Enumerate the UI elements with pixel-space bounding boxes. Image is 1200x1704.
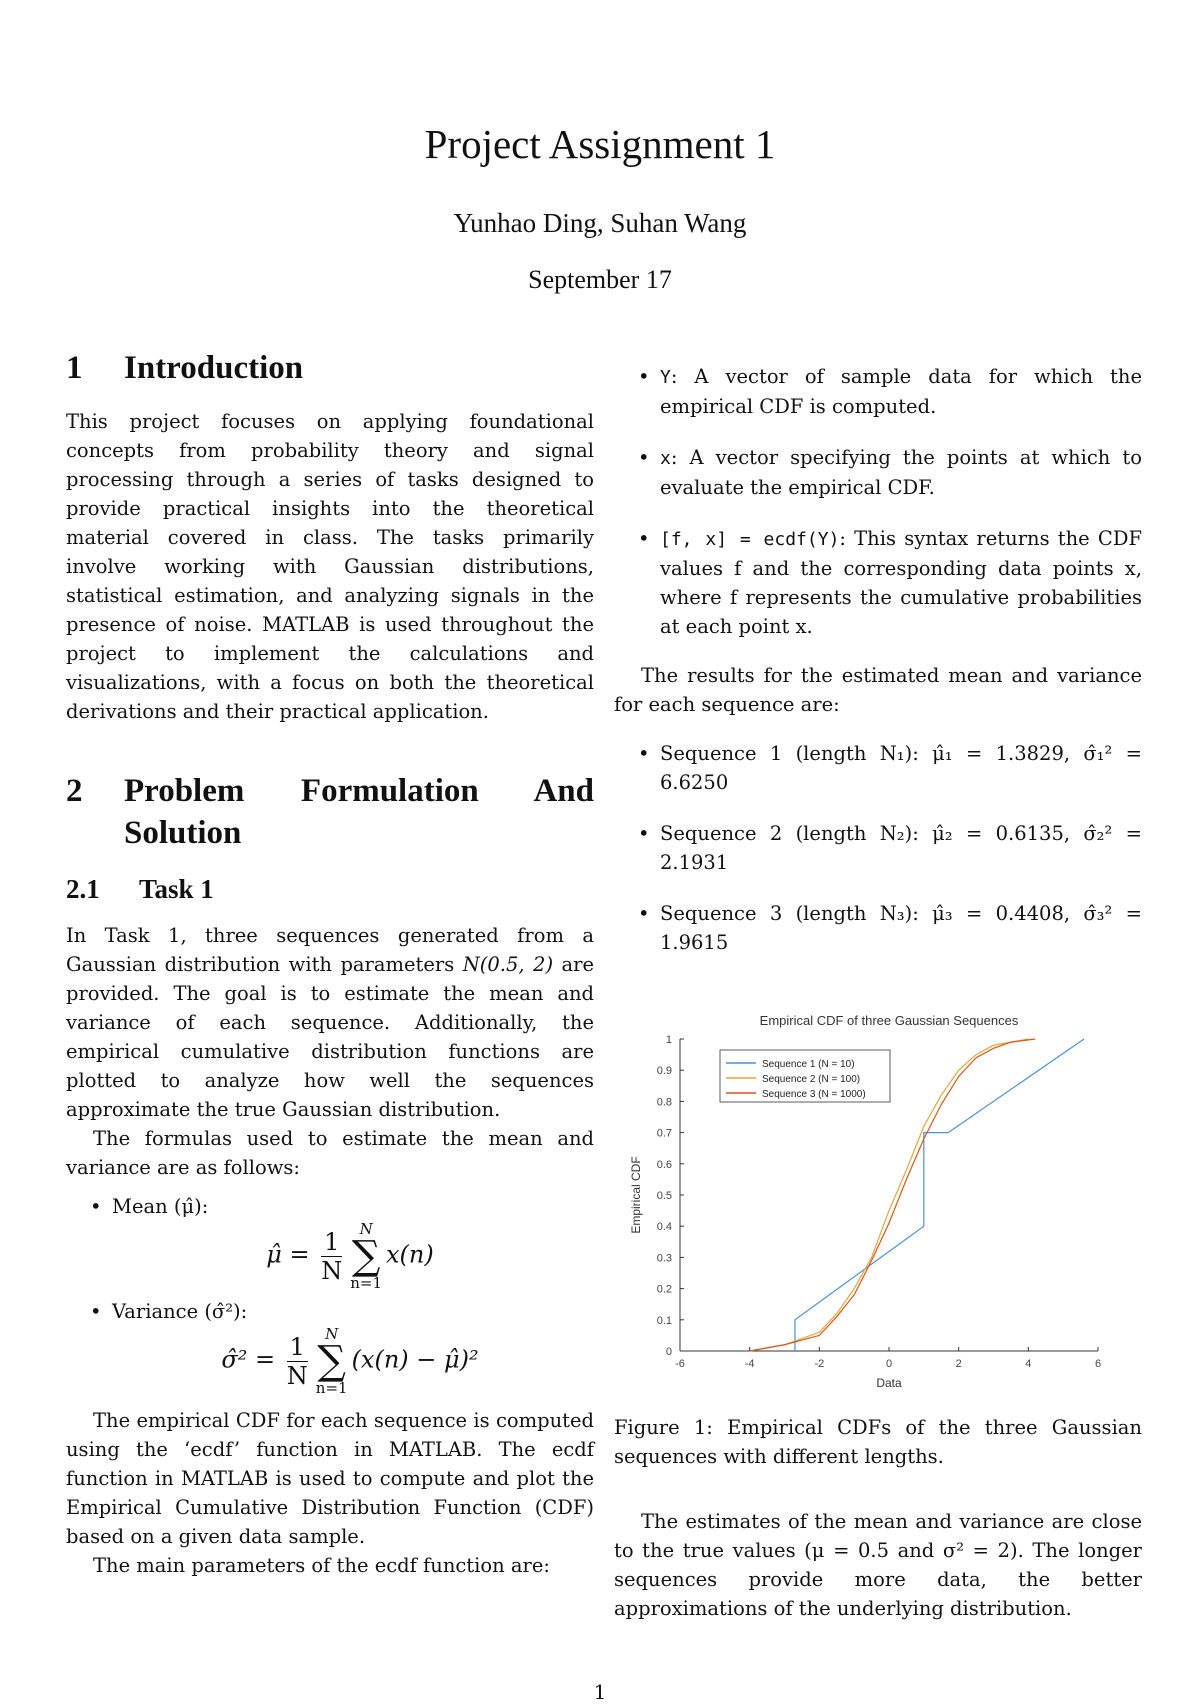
conclusion-paragraph: The estimates of the mean and variance are close to the true values (μ = 0.5 and σ² = 2). The longer sequences provide more data, the better approximations of the underlying distribution. <box>614 1510 1142 1620</box>
y-tick-label: 0.2 <box>656 1283 672 1296</box>
fraction <box>321 1228 342 1285</box>
task1-paragraph-2: The formulas used to estimate the mean and variance are as follows: <box>66 1127 594 1179</box>
text-run: are provided. The goal is to estimate the mean and variance of each sequence. Additionally, the empirical cumulative distribution functions are plotted to analyze how well the sequences approximate the true Gaussian distribution. <box>66 953 595 1121</box>
y-tick-label: 0.4 <box>656 1221 672 1234</box>
task1-paragraph-4: The main parameters of the ecdf function are: <box>93 1554 550 1577</box>
section-title: Introduction <box>124 350 304 386</box>
y-tick-label: 0.8 <box>656 1096 672 1109</box>
section-title: Problem Formulation And Solution <box>124 773 594 851</box>
x-tick-label: -4 <box>744 1358 755 1370</box>
param-code: Y <box>660 367 671 388</box>
y-tick-label: 0 <box>665 1346 672 1358</box>
y-tick-label: 0.7 <box>656 1127 672 1140</box>
formula-item-variance <box>66 1297 594 1326</box>
y-tick-label: 1 <box>665 1034 672 1046</box>
paper-title: Project Assignment 1 <box>424 121 776 167</box>
denominator: N <box>286 1361 308 1390</box>
variance-equation <box>106 1326 594 1396</box>
denominator: N <box>321 1256 343 1285</box>
intro-paragraph: This project focuses on applying foundational concepts from probability theory and signal processing through a series of tasks designed to provide practical insights into the theoretical material covered in class. The tasks primarily involve working with Gaussian distributions, statistical estimation, and analyzing signals in the presence of noise. MATLAB is used throughout the project to implement the calculations and visualizations, with a focus on both the theoretical derivations and their practical application. <box>66 410 594 723</box>
variance-label: Variance (σ̂²): <box>112 1300 248 1323</box>
mean-equation <box>106 1221 594 1291</box>
y-tick-label: 0.1 <box>656 1314 672 1327</box>
param-item <box>614 362 1142 421</box>
right-column <box>614 362 1142 1623</box>
result-item: • Sequence 2 (length N₂): μ̂₂ = 0.6135, σ̂₂² = 2.1931 <box>614 819 1142 877</box>
subsection-number: 2.1 <box>66 874 100 904</box>
param-code: [f, x] = ecdf(Y) <box>660 529 840 550</box>
chart-title: Empirical CDF of three Gaussian Sequences <box>759 1013 1019 1028</box>
results-intro: The results for the estimated mean and variance for each sequence are: <box>614 664 1142 716</box>
left-column <box>66 350 594 1580</box>
param-text: : This syntax returns the CDF values f and the corresponding data points x, where f represents the cumulative probabilities at each point x. <box>660 527 1143 638</box>
param-text: : A vector specifying the points at which to evaluate the empirical CDF. <box>660 446 1142 499</box>
numerator: 1 <box>324 1227 340 1256</box>
formula-item-mean <box>66 1192 594 1221</box>
numerator: 1 <box>289 1332 305 1361</box>
subsection-title: Task 1 <box>139 874 214 904</box>
param-item <box>614 443 1142 502</box>
eq-lhs: σ̂² = <box>221 1345 276 1374</box>
paper-date: September 17 <box>528 265 672 294</box>
section-heading-problem <box>66 770 594 854</box>
y-axis-label: Empirical CDF <box>629 1156 643 1234</box>
x-tick-label: 4 <box>1025 1358 1032 1370</box>
formula-list <box>66 1297 594 1326</box>
ecdf-parameter-list <box>614 362 1142 641</box>
sum-upper: N <box>325 1325 339 1343</box>
formula-list <box>66 1192 594 1221</box>
legend-entry: Sequence 3 (N = 1000) <box>762 1089 866 1100</box>
param-item <box>614 524 1142 641</box>
param-code: x <box>660 448 671 469</box>
legend-entry: Sequence 2 (N = 100) <box>762 1074 861 1085</box>
result-item: • Sequence 3 (length N₃): μ̂₃ = 0.4408, σ̂₃² = 1.9615 <box>614 899 1142 957</box>
y-tick-label: 0.5 <box>656 1190 672 1202</box>
empirical-cdf-chart <box>614 999 1142 1399</box>
summation <box>316 1326 348 1396</box>
task1-paragraph-3: The empirical CDF for each sequence is computed using the ‘ecdf’ function in MATLAB. The ecdf function in MATLAB is used to compute and plot the Empirical Cumulative Distribution Function (CDF) based on a given data sample. <box>66 1409 594 1548</box>
fraction <box>287 1333 308 1390</box>
section-heading-introduction <box>66 350 594 387</box>
paper-authors: Yunhao Ding, Suhan Wang <box>453 208 747 238</box>
y-tick-label: 0.9 <box>656 1065 672 1078</box>
x-tick-label: -6 <box>675 1358 685 1370</box>
sigma-symbol: ∑ <box>317 1338 346 1384</box>
eq-term: x(n) <box>386 1240 434 1269</box>
eq-term: (x(n) − μ̂)² <box>351 1345 479 1374</box>
sum-lower: n=1 <box>350 1274 383 1292</box>
task1-paragraph-1 <box>66 921 594 1124</box>
mean-label: Mean (μ̂): <box>112 1195 209 1218</box>
results-list <box>614 739 1142 957</box>
x-tick-label: -2 <box>814 1358 825 1370</box>
y-tick-label: 0.6 <box>656 1158 672 1171</box>
x-tick-label: 0 <box>885 1358 893 1370</box>
x-tick-label: 6 <box>1094 1358 1102 1370</box>
subsection-heading-task1 <box>66 874 594 905</box>
page-number: 1 <box>593 1680 607 1704</box>
x-axis-label: Data <box>876 1376 902 1390</box>
section-number: 1 <box>66 350 83 386</box>
param-text: : A vector of sample data for which the empirical CDF is computed. <box>660 365 1142 418</box>
sum-lower: n=1 <box>315 1379 348 1397</box>
result-item: • Sequence 1 (length N₁): μ̂₁ = 1.3829, σ̂₁² = 6.6250 <box>614 739 1142 797</box>
y-tick-label: 0.3 <box>656 1252 672 1265</box>
gaussian-parameters: N(0.5, 2) <box>462 953 554 976</box>
x-tick-label: 2 <box>955 1358 962 1370</box>
summation <box>350 1221 382 1291</box>
legend-entry: Sequence 1 (N = 10) <box>762 1059 855 1070</box>
section-number: 2 <box>66 773 83 809</box>
sigma-symbol: ∑ <box>351 1233 381 1279</box>
text-run: In Task 1, three sequences generated from a Gaussian distribution with parameters <box>66 924 594 976</box>
sum-upper: N <box>359 1220 373 1238</box>
figure-caption: Figure 1: Empirical CDFs of the three Gaussian sequences with different lengths. <box>614 1416 1142 1468</box>
eq-lhs: μ̂ = <box>266 1240 310 1269</box>
